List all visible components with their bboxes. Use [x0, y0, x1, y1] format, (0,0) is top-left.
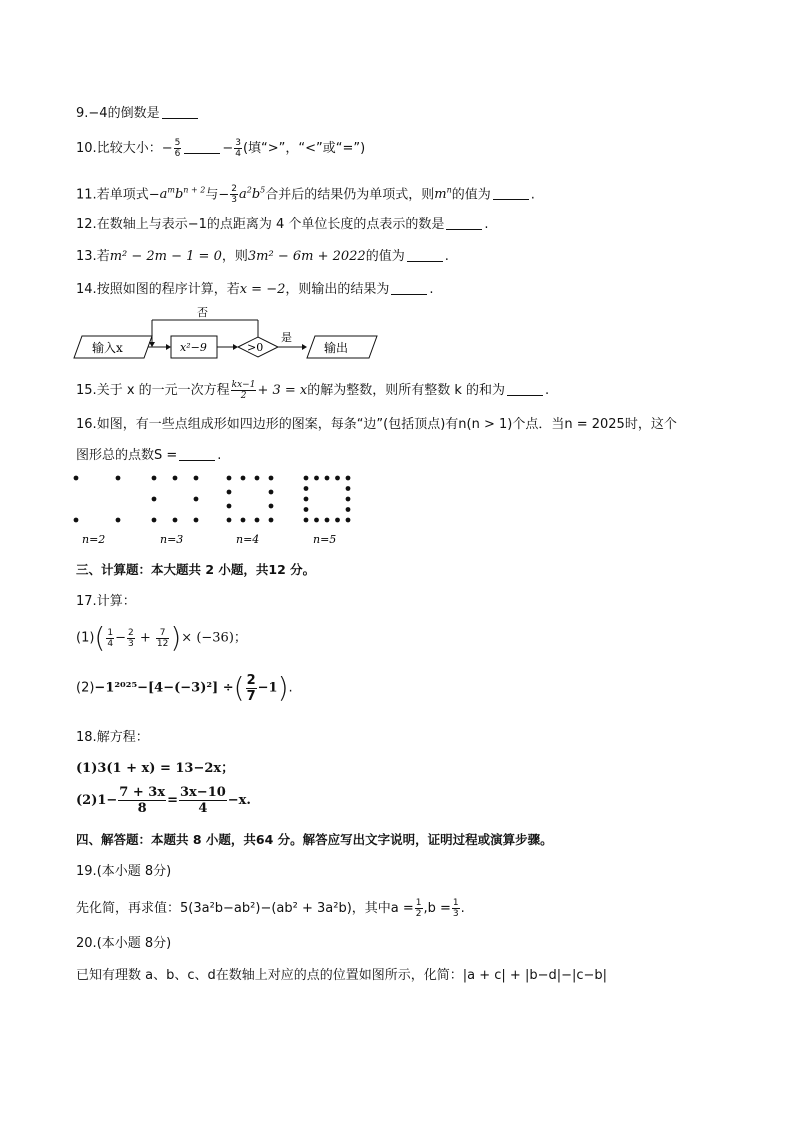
section-3-heading: 三、计算题：本大题共 2 小题，共12 分。 [76, 562, 316, 577]
pattern-dot [325, 518, 330, 523]
pattern-dot [152, 476, 157, 481]
pattern-dot [173, 518, 178, 523]
pattern-dot [116, 476, 121, 481]
pattern-dot [269, 504, 274, 509]
pattern-dot [241, 518, 246, 523]
pattern-dot [227, 504, 232, 509]
pattern-dot [304, 486, 309, 491]
answer-blank [391, 281, 427, 295]
question-16-line2: 图形总的点数S = . [76, 448, 222, 463]
pattern-dot [152, 518, 157, 523]
question-17: 17.计算： [76, 594, 136, 609]
answer-blank [179, 447, 215, 461]
pattern-dot [194, 518, 199, 523]
pattern-dot [346, 507, 351, 512]
flow-input-label: 输入x [92, 341, 123, 355]
section-4-heading: 四、解答题：本题共 8 小题，共64 分。解答应写出文字说明，证明过程或演算步骤。 [76, 832, 553, 847]
pattern-dot [335, 476, 340, 481]
pattern-dot [346, 497, 351, 502]
pattern-dot [304, 518, 309, 523]
flowchart [70, 303, 390, 365]
pattern-dot [314, 518, 319, 523]
pattern-dot [325, 476, 330, 481]
pattern-dot [314, 476, 319, 481]
flow-output-label: 输出 [324, 341, 349, 355]
question-18: 18.解方程： [76, 730, 149, 745]
answer-blank [507, 382, 543, 396]
pattern-label-n2: n=2 [82, 533, 106, 546]
pattern-dot [241, 476, 246, 481]
pattern-dot [304, 507, 309, 512]
pattern-dot [173, 476, 178, 481]
pattern-dot [346, 518, 351, 523]
pattern-dot [269, 518, 274, 523]
pattern-dot [255, 518, 260, 523]
pattern-dot [269, 476, 274, 481]
pattern-label-n4: n=4 [236, 533, 260, 546]
question-11: 11.若单项式$-a^mb^{n + 2}$与− $\frac{2}{3}$ $a^2b^5$合并后的结果仍为单项式，则$m^n$的值为 . [76, 184, 535, 206]
pattern-dot [194, 476, 199, 481]
pattern-dot [335, 518, 340, 523]
question-19-body: 先化简，再求值：5(3a²b−ab²)−(ab² + 3a²b)，其中a = $\frac{1}{2}$ ,b = $\frac{1}{3}$ . [76, 898, 465, 919]
question-15: 15.关于 x 的一元一次方程 $\frac{kx-1}{2}$ + 3 = x的解为整数，则所有整数 k 的和为 . [76, 380, 550, 401]
dot-pattern-figure [66, 470, 366, 550]
flow-no-label: 否 [197, 306, 208, 319]
pattern-dot [227, 518, 232, 523]
question-16-line1: 16.如图，有一些点组成形如四边形的图案，每条“边”(包括顶点)有n(n > 1)个点．当n = 2025时，这个 [76, 417, 677, 432]
answer-blank [184, 140, 220, 154]
pattern-dot [304, 497, 309, 502]
question-10: 10.比较大小：− $\frac{5}{6}$ − $\frac{3}{4}$ (填“>”，“<”或“=”) [76, 138, 366, 159]
question-17-part1: (1)( $\frac{1}{4}$ − $\frac{2}{3}$ + $\frac{7}{12}$ )× (−36)； [76, 621, 247, 654]
question-14: 14.按照如图的程序计算，若x = −2，则输出的结果为 . [76, 282, 434, 297]
pattern-label-n5: n=5 [313, 533, 337, 546]
answer-blank [446, 216, 482, 230]
pattern-dot [304, 476, 309, 481]
answer-blank [493, 186, 529, 200]
pattern-label-n3: n=3 [160, 533, 184, 546]
pattern-dot [346, 486, 351, 491]
pattern-dot [227, 490, 232, 495]
pattern-dot [269, 490, 274, 495]
question-20-body: 已知有理数 a、b、c、d在数轴上对应的点的位置如图所示，化简：|a + c| + |b−d|−|c−b| [76, 968, 608, 983]
pattern-dot [255, 476, 260, 481]
pattern-dot [74, 518, 79, 523]
pattern-dot [74, 476, 79, 481]
question-18-part2: (2)1− $\frac{7 + 3x}{8}$ = $\frac{3x-10}{4}$ −x. [76, 785, 251, 816]
question-9: 9.−4的倒数是 [76, 105, 200, 123]
fraction: $\frac{3}{4}$ [235, 138, 241, 159]
flow-decision-label: >0 [247, 341, 264, 354]
pattern-dot [227, 476, 232, 481]
question-19: 19.(本小题 8分) [76, 864, 172, 879]
fraction: $\frac{5}{6}$ [174, 138, 181, 159]
pattern-dot [116, 518, 121, 523]
answer-blank [407, 248, 443, 262]
question-20: 20.(本小题 8分) [76, 936, 172, 951]
question-18-part1: (1)3(1 + x) = 13−2x； [76, 761, 235, 776]
pattern-dot [346, 476, 351, 481]
question-13: 13.若m² − 2m − 1 = 0，则3m² − 6m + 2022的值为 . [76, 249, 449, 264]
flow-yes-label: 是 [281, 331, 292, 344]
question-12: 12.在数轴上与表示−1的点距离为 4 个单位长度的点表示的数是 . [76, 217, 489, 232]
pattern-dot [194, 497, 199, 502]
flow-operation-label: x²−9 [180, 341, 207, 354]
question-17-part2: (2)−1²⁰²⁵−[4−(−3)²] ÷( $\frac{2}{7}$ −1). [76, 671, 293, 704]
answer-blank [162, 105, 198, 119]
pattern-dot [152, 497, 157, 502]
